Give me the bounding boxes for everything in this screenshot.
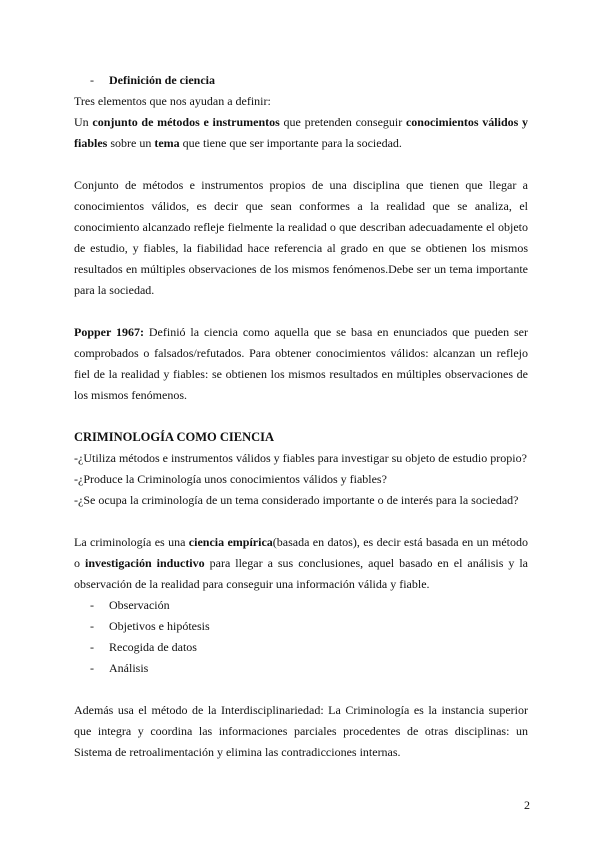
bold-run: ciencia empírica	[188, 535, 273, 549]
definition-heading-item	[74, 70, 528, 91]
page-number: 2	[524, 798, 530, 812]
page-content	[74, 70, 528, 763]
list-item	[74, 595, 528, 616]
popper-text: Definió la ciencia como aquella que se basa en enunciados que pueden ser comprobados o falsados/refutados. Para obtener conocimientos válidos: alcanzan un reflejo fiel de la realidad y fiables: se obtienen los mismos resultados en múltiples observaciones de los mismos fenómenos.	[74, 325, 528, 402]
bullet-dash: -	[90, 73, 94, 87]
text-run: La criminología es una	[74, 535, 189, 549]
bullet-dash: -	[90, 598, 94, 612]
list-item-label: Objetivos e hipótesis	[109, 619, 210, 633]
list-item-label: Observación	[109, 598, 170, 612]
bold-run: tema	[154, 136, 180, 150]
text-run: para llegar a sus conclusiones, aquel basado en el análisis y la observación de la realidad para conseguir una información válida y fiable.	[74, 556, 528, 591]
text-run: sobre un	[107, 136, 155, 150]
text-run: (basada en datos), es decir está basada en un método o	[74, 535, 529, 570]
question-2: -¿Produce la Criminología unos conocimientos válidos y fiables?	[74, 472, 387, 486]
bullet-dash: -	[90, 619, 94, 633]
bullet-dash: -	[90, 661, 94, 675]
list-item	[74, 658, 528, 679]
question-1: -¿Utiliza métodos e instrumentos válidos y fiables para investigar su objeto de estudio propio?	[74, 451, 527, 465]
text-run: Un	[74, 115, 93, 129]
question-3: -¿Se ocupa la criminología de un tema considerado importante o de interés para la sociedad?	[74, 493, 519, 507]
bold-run: investigación inductivo	[84, 556, 205, 570]
text-run: que pretenden conseguir	[279, 115, 406, 129]
interdisciplinarity-paragraph: Además usa el método de la Interdisciplinariedad: La Criminología es la instancia superior que integra y coordina las informaciones parciales procedentes de otras disciplinas: un Sistema de retroalimentación y elimina las contradicciones internas.	[74, 703, 528, 759]
list-item-label: Análisis	[109, 661, 149, 675]
definition-paragraph	[74, 112, 528, 154]
list-item-label: Recogida de datos	[109, 640, 197, 654]
bold-run: conjunto de métodos e instrumentos	[92, 115, 280, 129]
empirical-paragraph	[74, 532, 528, 595]
bullet-dash: -	[90, 640, 94, 654]
text-run: que tiene que ser importante para la sociedad.	[179, 136, 402, 150]
popper-paragraph	[74, 322, 528, 406]
definition-explanation: Conjunto de métodos e instrumentos propios de una disciplina que tienen que llegar a conocimientos válidos, es decir que sean conformes a la realidad que se analiza, el conocimiento alcanzado refleje fielmente la realidad o que describan adecuadamente el objeto de estudio, y fiables, la fiabilidad hace referencia al grado en que se obtienen los mismos resultados en múltiples observaciones de los mismos fenómenos.Debe ser un tema importante para la sociedad.	[74, 178, 528, 297]
definition-heading: Definición de ciencia	[109, 73, 215, 87]
definition-intro: Tres elementos que nos ayudan a definir:	[74, 94, 271, 108]
bold-run: conocimientos válidos y fiables	[74, 115, 529, 150]
list-item	[74, 616, 528, 637]
popper-label: Popper 1967:	[74, 325, 144, 339]
criminology-heading: CRIMINOLOGÍA COMO CIENCIA	[74, 430, 275, 444]
list-item	[74, 637, 528, 658]
